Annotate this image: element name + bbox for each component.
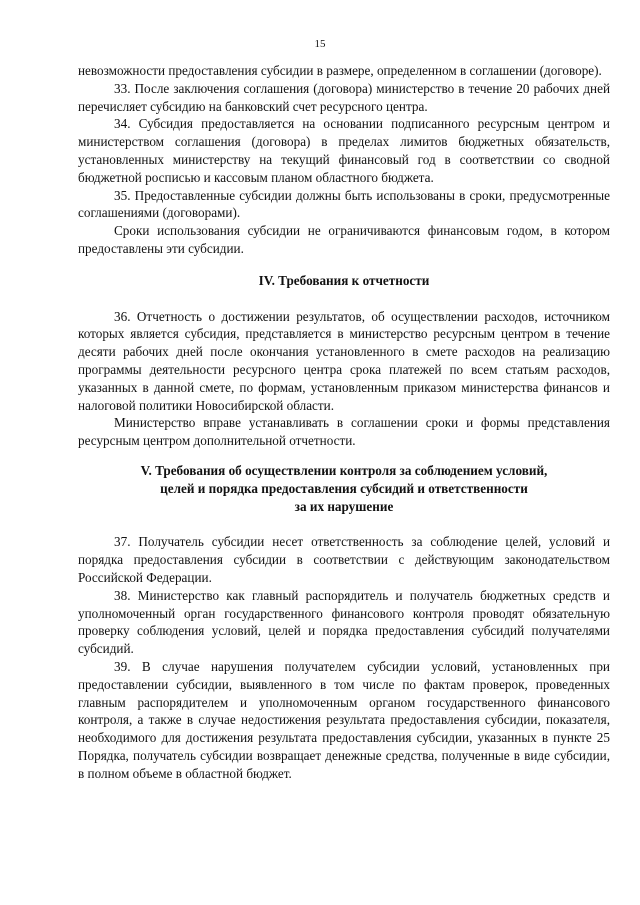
paragraph-33: 33. После заключения соглашения (договора) министерство в течение 20 рабочих дней перечисляет субсидию на банковский счет ресурсного центра. (78, 80, 610, 114)
page-content (78, 62, 610, 782)
paragraph-38: 38. Министерство как главный распорядитель и получатель бюджетных средств и уполномоченный орган государственного финансового контроля проводят обязательную проверку соблюдения условий, целей и порядка предоставления субсидий получателями субсидий. (78, 587, 610, 657)
paragraph-34: 34. Субсидия предоставляется на основании подписанного ресурсным центром и министерством соглашения (договора) в пределах лимитов бюджетных обязательств, установленных министерству на текущий финансовый год в соответствии со сводной бюджетной росписью и кассовым планом областного бюджета. (78, 116, 610, 185)
spacer (78, 515, 610, 533)
section-5-heading (78, 462, 610, 515)
paragraph-39: 39. В случае нарушения получателем субсидии условий, установленных при предоставлении субсидии, выявленного в том числе по фактам проверок, проведенных главным распорядителем и уполномоченным органом государственного финансового контроля, а также в случае недостижения результата предоставления субсидии, показателя, необходимого для достижения результата предоставления субсидии, указанных в пункте 25 Порядка, получатель субсидии возвращает денежные средства, полученные в виде субсидии, в полном объеме в областной бюджет. (78, 658, 610, 781)
paragraph-37: 37. Получатель субсидии несет ответственность за соблюдение целей, условий и порядка предоставления субсидии в соответствии с действующим законодательством Российской Федерации. (78, 534, 610, 585)
section-5-heading-line-3: за их нарушение (294, 498, 394, 514)
paragraph-continuation: невозможности предоставления субсидии в размере, определенном в соглашении (договоре). (78, 63, 602, 78)
spacer (78, 290, 610, 308)
paragraph-36-additional: Министерство вправе устанавливать в соглашении сроки и формы представления ресурсным центром дополнительной отчетности. (78, 415, 610, 449)
spacer (78, 450, 610, 462)
section-4-heading: IV. Требования к отчетности (258, 272, 430, 288)
section-5-heading-line-2: целей и порядка предоставления субсидий и ответственности (160, 480, 528, 496)
section-5-heading-line-1: V. Требования об осуществлении контроля за соблюдением условий, (140, 462, 548, 478)
paragraph-36: 36. Отчетность о достижении результатов, об осуществлении расходов, источником которых является субсидия, представляется в министерство ресурсным центром в течение десяти рабочих дней после окончания установленного в смете расходов на реализацию программы деятельности ресурсного центра срока платежей по всем статьям расходов, указанных в данной смете, по формам, установленным приказом министерства финансов и налоговой политики Новосибирской области. (78, 308, 610, 413)
paragraph-35-usage-term: Сроки использования субсидии не ограничиваются финансовым годом, в котором предоставлены эти субсидии. (78, 223, 610, 256)
page-number: 15 (314, 38, 326, 50)
paragraph-35: 35. Предоставленные субсидии должны быть использованы в сроки, предусмотренные соглашениями (договорами). (78, 187, 610, 221)
spacer (78, 258, 610, 272)
